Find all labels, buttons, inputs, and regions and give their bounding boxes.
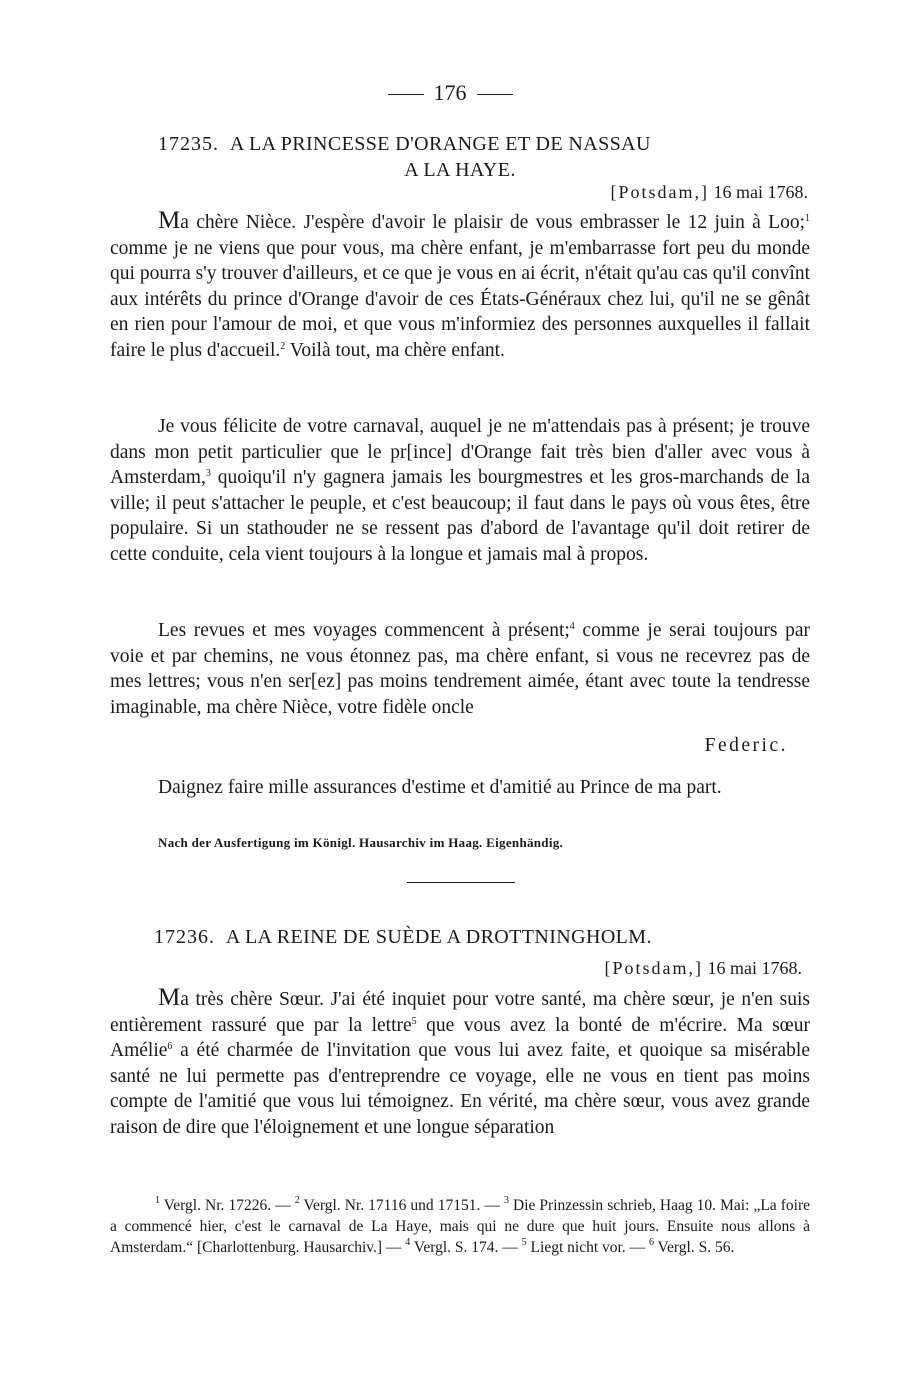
letter1-paragraph-2 <box>110 414 810 568</box>
letter2-paragraph-1 <box>110 985 810 1141</box>
letter2-date: 16 mai 1768. <box>707 958 802 978</box>
footnote-4: Vergl. S. 174. — <box>410 1239 522 1256</box>
letter1-postscript: Daignez faire mille assurances d'estime et d'amitié au Prince de ma part. <box>158 777 722 798</box>
page-number-dash-right <box>477 94 513 95</box>
footnote-mark-6: 6 <box>648 1237 654 1248</box>
letter2-number: 17236. <box>154 926 215 948</box>
letter2-p1-text-a: a très chère Sœur. J'ai été inquiet pour votre santé, ma chère sœur, je n'en suis entièrement rassuré que par la lettre <box>110 989 810 1036</box>
footnote-6: Vergl. S. 56. <box>653 1239 735 1256</box>
letter1-date: 16 mai 1768. <box>713 182 808 202</box>
footnote-ref-5: 5 <box>411 1015 417 1027</box>
letter2-place: [Potsdam,] <box>604 958 703 978</box>
letter1-p3-text-b: comme je serai toujours par voie et par chemins, ne vous étonnez pas, ma chère enfant, si vous ne recevrez pas de mes lettres; vous n'en ser[ez] pas moins tendrement aimée, étant avec toute la tendresse imaginable, ma chère Nièce, votre fidèle oncle <box>110 620 810 718</box>
page-number: 176 <box>433 80 467 105</box>
letter1-signature: Federic. <box>704 735 788 756</box>
letter2-dateline <box>605 958 803 979</box>
letter1-initial: M <box>158 207 181 234</box>
letter2-p1-text-b: que vous avez la bonté de m'écrire. Ma sœur Amélie <box>110 1014 811 1062</box>
letter2-p1-text-c: a été charmée de l'invitation que vous lui avez faite, et quoique sa misérable santé ne lui permette pas d'entreprendre ce voyage, elle ne vous en tient pas moins compte de l'amitié que vous lui témoignez. En vérité, ma chère sœur, vous avez grande raison de dire que l'éloignement et une longue séparation <box>110 1040 810 1138</box>
footnote-2: Vergl. Nr. 17116 und 17151. — <box>299 1197 504 1214</box>
letter1-p2-text-b: quoiqu'il n'y gagnera jamais les bourgmestres et les gros-marchands de la ville; il peut s'attacher le peuple, et c'est beaucoup; il faut dans le pays où vous êtes, être populaire. Si un stathouder ne se ressent pas d'abord de l'avantage qu'il doit retirer de cette conduite, cela vient toujours à la longue et jamais mal à propos. <box>110 467 810 565</box>
letter1-p2-text-a: Je vous félicite de votre carnaval, auquel je ne m'attendais pas à présent; je trouve dans mon petit particulier que le pr[ince] d'Orange fait très bien d'aller avec vous à Amsterdam, <box>110 416 810 489</box>
letter1-dateline <box>611 182 809 203</box>
letter1-paragraph-1 <box>110 208 810 364</box>
footnote-ref-3: 3 <box>205 468 211 480</box>
letter1-paragraph-3 <box>110 618 810 720</box>
footnote-mark-2: 2 <box>294 1195 300 1206</box>
letter2-heading <box>110 926 810 949</box>
page-number-line <box>0 80 900 106</box>
letter1-p3-text-a: Les revues et mes voyages commencent à présent; <box>158 620 570 641</box>
page-number-dash-left <box>388 94 424 95</box>
footnote-mark-3: 3 <box>503 1195 509 1206</box>
letter1-place: [Potsdam,] <box>610 182 709 202</box>
letter2-heading-text: A LA REINE DE SUÈDE A DROTTNINGHOLM. <box>225 926 652 948</box>
footnote-3: Die Prinzessin schrieb, Haag 10. Mai: „La foire a commencé hier, c'est le carnaval de La Haye, mais qui ne dure que huit jours. Ensuite nous allons à Amsterdam.“ [Charlottenburg. Hausarchiv.] — <box>110 1197 810 1256</box>
section-divider <box>407 882 515 883</box>
footnote-mark-1: 1 <box>155 1195 160 1206</box>
letter1-p1-text-a: a chère Nièce. J'espère d'avoir le plaisir de vous embrasser le 12 juin à Loo; <box>180 212 805 233</box>
letter1-number: 17235. <box>158 133 219 155</box>
footnote-1: Vergl. Nr. 17226. — <box>160 1197 295 1214</box>
footnote-mark-4: 4 <box>405 1237 411 1248</box>
footnote-5: Liegt nicht vor. — <box>526 1239 649 1256</box>
letter1-heading-line1: A LA PRINCESSE D'ORANGE ET DE NASSAU <box>229 133 651 155</box>
letter1-p1-text-c: Voilà tout, ma chère enfant. <box>285 339 505 361</box>
letter1-heading <box>110 133 810 156</box>
footnote-ref-4: 4 <box>569 621 575 632</box>
letter1-p1-text-b: comme je ne viens que pour vous, ma chère enfant, je m'embarrasse fort peu du monde qui pourra s'y trouver d'ailleurs, et ce que je vous en ai écrit, n'était qu'au cas qu'il convînt aux intérêts du prince d'Orange d'avoir de ces États-Généraux chez lui, qu'il ne se gênât en rien pour l'amour de moi, et que vous m'informiez des personnes auxquelles il fallait faire le plus d'accueil. <box>110 237 810 361</box>
footnotes <box>110 1195 810 1258</box>
footnote-ref-6: 6 <box>167 1041 173 1053</box>
letter1-source-note: Nach der Ausfertigung im Königl. Hausarchiv im Haag. Eigenhändig. <box>158 835 564 850</box>
footnote-mark-5: 5 <box>521 1237 527 1248</box>
footnote-ref-1: 1 <box>805 213 810 224</box>
footnote-ref-2: 2 <box>280 340 286 352</box>
letter2-initial: M <box>158 984 181 1011</box>
letter1-heading-line2: A LA HAYE. <box>404 159 516 181</box>
